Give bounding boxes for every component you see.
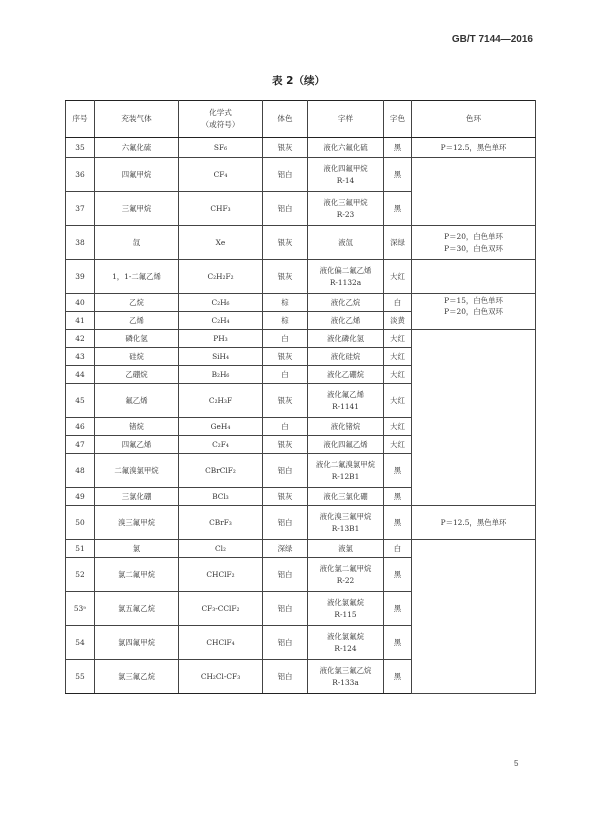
row-number-cell: 55	[66, 660, 95, 694]
label-text-cell: 液化氟乙烯 R-1141	[308, 384, 384, 418]
body-color-cell: 棕	[263, 294, 308, 312]
body-color-cell: 铝白	[263, 626, 308, 660]
label-text-cell: 液化乙硼烷	[308, 366, 384, 384]
body-color-cell: 银灰	[263, 348, 308, 366]
label-text-cell: 液化六氟化硫	[308, 138, 384, 158]
text-color-cell: 淡黄	[384, 312, 412, 330]
label-text-cell: 液化乙烷	[308, 294, 384, 312]
label-text-cell: 液化乙烯	[308, 312, 384, 330]
row-number-cell: 40	[66, 294, 95, 312]
row-number-cell: 54	[66, 626, 95, 660]
gas-name-cell: 氯二氟甲烷	[95, 558, 179, 592]
gas-name-cell: 1，1-二氟乙烯	[95, 260, 179, 294]
header-body-color: 体色	[263, 101, 308, 138]
gas-name-cell: 氯三氟乙烷	[95, 660, 179, 694]
gas-name-cell: 乙硼烷	[95, 366, 179, 384]
header-text: 字样	[308, 101, 384, 138]
color-ring-cell	[412, 540, 536, 694]
gas-name-cell: 硅烷	[95, 348, 179, 366]
chemical-formula-cell: C₂H₂F₂	[179, 260, 263, 294]
row-number-cell: 51	[66, 540, 95, 558]
text-color-cell: 大红	[384, 436, 412, 454]
body-color-cell: 银灰	[263, 138, 308, 158]
gas-name-cell: 氯	[95, 540, 179, 558]
gas-name-cell: 四氟甲烷	[95, 158, 179, 192]
gas-name-cell: 三氯化硼	[95, 488, 179, 506]
label-text-cell: 液化磷化氢	[308, 330, 384, 348]
text-color-cell: 深绿	[384, 226, 412, 260]
row-number-cell: 48	[66, 454, 95, 488]
text-color-cell: 黑	[384, 138, 412, 158]
table-row	[66, 226, 536, 260]
chemical-formula-cell: CF₄	[179, 158, 263, 192]
header-formula: 化学式 （或符号）	[179, 101, 263, 138]
label-text-cell: 液化四氟乙烯	[308, 436, 384, 454]
chemical-formula-cell: PH₃	[179, 330, 263, 348]
header-no: 序号	[66, 101, 95, 138]
table-title: 表 2（续）	[272, 75, 325, 87]
text-color-cell: 大红	[384, 330, 412, 348]
text-color-cell: 大红	[384, 348, 412, 366]
table-row	[66, 138, 536, 158]
gas-name-cell: 乙烷	[95, 294, 179, 312]
label-text-cell: 液化氯二氟甲烷 R-22	[308, 558, 384, 592]
table-row	[66, 540, 536, 558]
body-color-cell: 棕	[263, 312, 308, 330]
header-text-color: 字色	[384, 101, 412, 138]
gas-name-cell: 三氟甲烷	[95, 192, 179, 226]
body-color-cell: 铝白	[263, 660, 308, 694]
row-number-cell: 50	[66, 506, 95, 540]
gas-name-cell: 氯四氟甲烷	[95, 626, 179, 660]
label-text-cell: 液化二氟溴氯甲烷 R-12B1	[308, 454, 384, 488]
gas-name-cell: 四氟乙烯	[95, 436, 179, 454]
chemical-formula-cell: SiH₄	[179, 348, 263, 366]
table-row	[66, 506, 536, 540]
body-color-cell: 白	[263, 330, 308, 348]
label-text-cell: 液化溴三氟甲烷 R-13B1	[308, 506, 384, 540]
text-color-cell: 大红	[384, 260, 412, 294]
text-color-cell: 白	[384, 540, 412, 558]
text-color-cell: 大红	[384, 418, 412, 436]
label-text-cell: 液化偏二氟乙烯 R-1132a	[308, 260, 384, 294]
label-text-cell: 液化锗烷	[308, 418, 384, 436]
row-number-cell: 39	[66, 260, 95, 294]
text-color-cell: 黑	[384, 488, 412, 506]
chemical-formula-cell: C₂H₆	[179, 294, 263, 312]
chemical-formula-cell: C₂F₄	[179, 436, 263, 454]
body-color-cell: 白	[263, 366, 308, 384]
label-text-cell: 液化三氟甲烷 R-23	[308, 192, 384, 226]
gas-name-cell: 乙烯	[95, 312, 179, 330]
chemical-formula-cell: CHF₃	[179, 192, 263, 226]
chemical-formula-cell: BCl₃	[179, 488, 263, 506]
text-color-cell: 白	[384, 294, 412, 312]
chemical-formula-cell: C₂H₄	[179, 312, 263, 330]
standard-code: GB/T 7144—2016	[451, 34, 533, 45]
gas-name-cell: 氙	[95, 226, 179, 260]
gas-name-cell: 六氟化硫	[95, 138, 179, 158]
chemical-formula-cell: CBrF₃	[179, 506, 263, 540]
row-number-cell: 43	[66, 348, 95, 366]
body-color-cell: 银灰	[263, 436, 308, 454]
row-number-cell: 38	[66, 226, 95, 260]
body-color-cell: 铝白	[263, 506, 308, 540]
row-number-cell: 49	[66, 488, 95, 506]
row-number-cell: 35	[66, 138, 95, 158]
body-color-cell: 银灰	[263, 260, 308, 294]
text-color-cell: 大红	[384, 384, 412, 418]
body-color-cell: 银灰	[263, 226, 308, 260]
row-number-cell: 41	[66, 312, 95, 330]
table-row	[66, 158, 536, 192]
table-row	[66, 260, 536, 294]
table-header-row	[66, 101, 536, 138]
body-color-cell: 铝白	[263, 192, 308, 226]
color-ring-cell: P＝12.5，黑色单环	[412, 506, 536, 540]
color-ring-cell: P＝12.5，黑色单环	[412, 138, 536, 158]
text-color-cell: 黑	[384, 626, 412, 660]
label-text-cell: 液化四氟甲烷 R-14	[308, 158, 384, 192]
text-color-cell: 黑	[384, 192, 412, 226]
label-text-cell: 液氯	[308, 540, 384, 558]
gas-name-cell: 二氟溴氯甲烷	[95, 454, 179, 488]
gas-cylinder-color-table	[65, 100, 536, 694]
chemical-formula-cell: Xe	[179, 226, 263, 260]
label-text-cell: 液化氯氟烷 R-124	[308, 626, 384, 660]
chemical-formula-cell: SF₆	[179, 138, 263, 158]
row-number-cell: 45	[66, 384, 95, 418]
color-ring-cell	[412, 330, 536, 506]
text-color-cell: 黑	[384, 506, 412, 540]
chemical-formula-cell: CHClF₄	[179, 626, 263, 660]
label-text-cell: 液化三氯化硼	[308, 488, 384, 506]
color-ring-cell	[412, 260, 536, 294]
chemical-formula-cell: B₂H₆	[179, 366, 263, 384]
body-color-cell: 白	[263, 418, 308, 436]
row-number-cell: 44	[66, 366, 95, 384]
color-ring-cell: P＝20，白色单环 P＝30，白色双环	[412, 226, 536, 260]
gas-name-cell: 氟乙烯	[95, 384, 179, 418]
header-gas: 充装气体	[95, 101, 179, 138]
label-text-cell: 液化氯三氟乙烷 R-133a	[308, 660, 384, 694]
text-color-cell: 黑	[384, 660, 412, 694]
text-color-cell: 黑	[384, 558, 412, 592]
row-number-cell: 47	[66, 436, 95, 454]
chemical-formula-cell: C₂H₃F	[179, 384, 263, 418]
label-text-cell: 液化硅烷	[308, 348, 384, 366]
row-number-cell: 46	[66, 418, 95, 436]
chemical-formula-cell: CF₃-CClF₂	[179, 592, 263, 626]
page-number: 5	[514, 759, 519, 768]
body-color-cell: 深绿	[263, 540, 308, 558]
text-color-cell: 大红	[384, 366, 412, 384]
row-number-cell: 37	[66, 192, 95, 226]
body-color-cell: 铝白	[263, 454, 308, 488]
row-number-cell: 53ᵃ	[66, 592, 95, 626]
chemical-formula-cell: CH₂Cl-CF₃	[179, 660, 263, 694]
chemical-formula-cell: Cl₂	[179, 540, 263, 558]
gas-name-cell: 锗烷	[95, 418, 179, 436]
chemical-formula-cell: GeH₄	[179, 418, 263, 436]
chemical-formula-cell: CHClF₂	[179, 558, 263, 592]
gas-name-cell: 溴三氟甲烷	[95, 506, 179, 540]
gas-name-cell: 磷化氢	[95, 330, 179, 348]
color-ring-cell	[412, 158, 536, 226]
body-color-cell: 银灰	[263, 384, 308, 418]
color-ring-cell: P＝15，白色单环 P＝20，白色双环	[412, 294, 536, 330]
gas-name-cell: 氯五氟乙烷	[95, 592, 179, 626]
table-row	[66, 330, 536, 348]
header-ring: 色环	[412, 101, 536, 138]
text-color-cell: 黑	[384, 454, 412, 488]
body-color-cell: 银灰	[263, 488, 308, 506]
text-color-cell: 黑	[384, 592, 412, 626]
row-number-cell: 36	[66, 158, 95, 192]
table-row	[66, 294, 536, 312]
label-text-cell: 液氙	[308, 226, 384, 260]
row-number-cell: 42	[66, 330, 95, 348]
row-number-cell: 52	[66, 558, 95, 592]
label-text-cell: 液化氯氟烷 R-115	[308, 592, 384, 626]
body-color-cell: 铝白	[263, 158, 308, 192]
text-color-cell: 黑	[384, 158, 412, 192]
body-color-cell: 铝白	[263, 592, 308, 626]
body-color-cell: 铝白	[263, 558, 308, 592]
chemical-formula-cell: CBrClF₂	[179, 454, 263, 488]
